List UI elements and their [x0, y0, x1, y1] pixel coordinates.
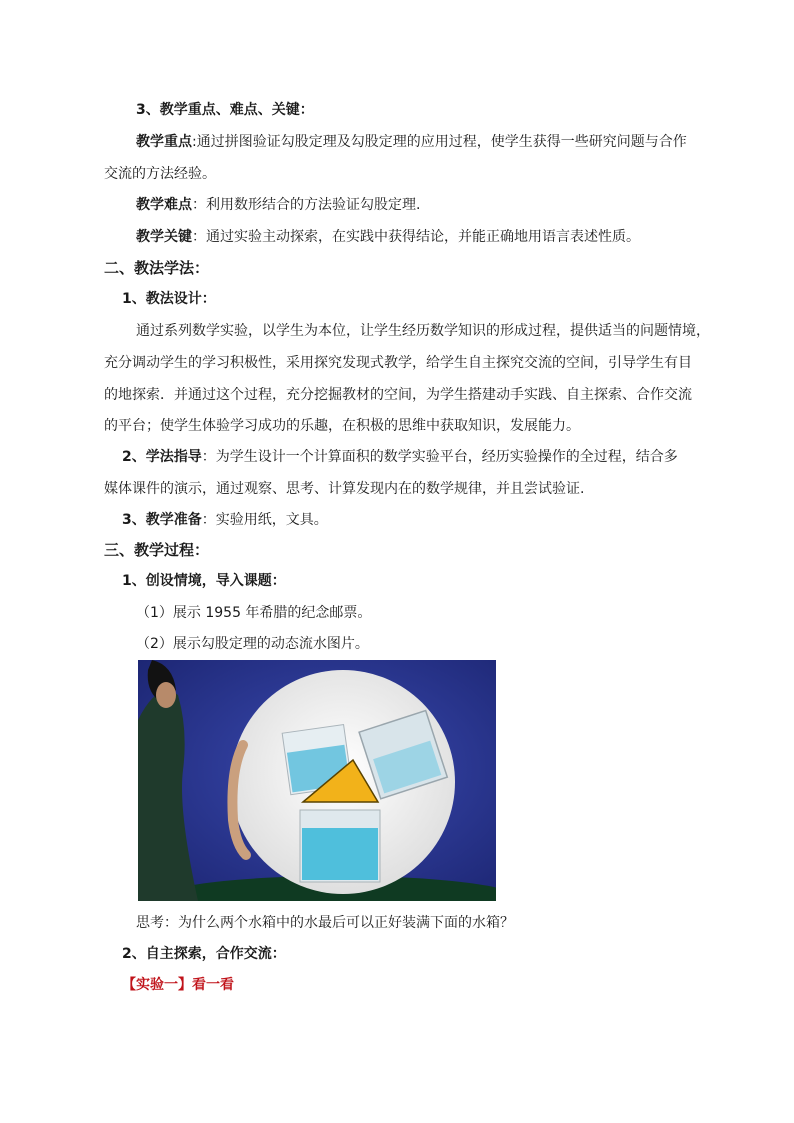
- crux-label: 教学关键: [136, 229, 192, 245]
- crux-paragraph: [136, 227, 640, 247]
- explore-heading: 2、自主探索，合作交流：: [122, 946, 286, 962]
- pythagorean-water-flow-photo: [138, 660, 496, 901]
- key-point-paragraph: [136, 132, 687, 152]
- method-paragraph-line-1: 通过系列数学实验，以学生为本位，让学生经历数学知识的形成过程，提供适当的问题情境，: [136, 323, 710, 339]
- part-3-heading: 三、教学过程：: [104, 541, 210, 559]
- intro-item-2: （2）展示勾股定理的动态流水图片。: [136, 636, 369, 652]
- study-guide-label: 2、学法指导: [122, 449, 202, 465]
- difficulty-paragraph: [136, 195, 420, 215]
- key-point-text: :通过拼图验证勾股定理及勾股定理的应用过程，使学生获得一些研究问题与合作: [192, 134, 687, 150]
- method-paragraph-line-2: 充分调动学生的学习积极性，采用探究发现式教学，给学生自主探究交流的空间，引导学生有目: [104, 355, 692, 371]
- preparation-paragraph: [122, 510, 328, 530]
- study-guide-paragraph: [122, 447, 678, 467]
- method-paragraph-line-3: 的地探索．并通过这个过程，充分挖掘教材的空间，为学生搭建动手实践、自主探索、合作交流: [104, 387, 692, 403]
- preparation-text: ：实验用纸，文具。: [201, 512, 328, 528]
- method-paragraph-line-4: 的平台；使学生体验学习成功的乐趣，在积极的思维中获取知识，发展能力。: [104, 418, 580, 434]
- think-question: 思考：为什么两个水箱中的水最后可以正好装满下面的水箱？: [136, 915, 514, 931]
- study-guide-continued: 媒体课件的演示，通过观察、思考、计算发现内在的数学规律，并且尝试验证.: [104, 481, 585, 497]
- experiment-1-text: 看一看: [192, 977, 234, 993]
- difficulty-text: ：利用数形结合的方法验证勾股定理.: [192, 197, 421, 213]
- part-2-heading: 二、教法学法：: [104, 259, 210, 277]
- preparation-label: 3、教学准备: [122, 512, 202, 528]
- experiment-1-heading: [122, 975, 234, 995]
- intro-heading: 1、创设情境，导入课题：: [122, 573, 286, 589]
- intro-item-1: （1）展示 1955 年希腊的纪念邮票。: [136, 605, 372, 621]
- method-design-heading: 1、教法设计：: [122, 291, 216, 307]
- key-point-label: 教学重点: [136, 134, 192, 150]
- section-3-heading: 3、教学重点、难点、关键：: [136, 102, 314, 118]
- study-guide-text: ：为学生设计一个计算面积的数学实验平台，经历实验操作的全过程，结合多: [201, 449, 678, 465]
- key-point-continued: 交流的方法经验。: [104, 166, 216, 182]
- crux-text: ：通过实验主动探索，在实践中获得结论，并能正确地用语言表述性质。: [192, 229, 640, 245]
- difficulty-label: 教学难点: [136, 197, 192, 213]
- photo-illustration: [138, 660, 496, 901]
- experiment-1-bracket: 【实验一】: [122, 977, 192, 993]
